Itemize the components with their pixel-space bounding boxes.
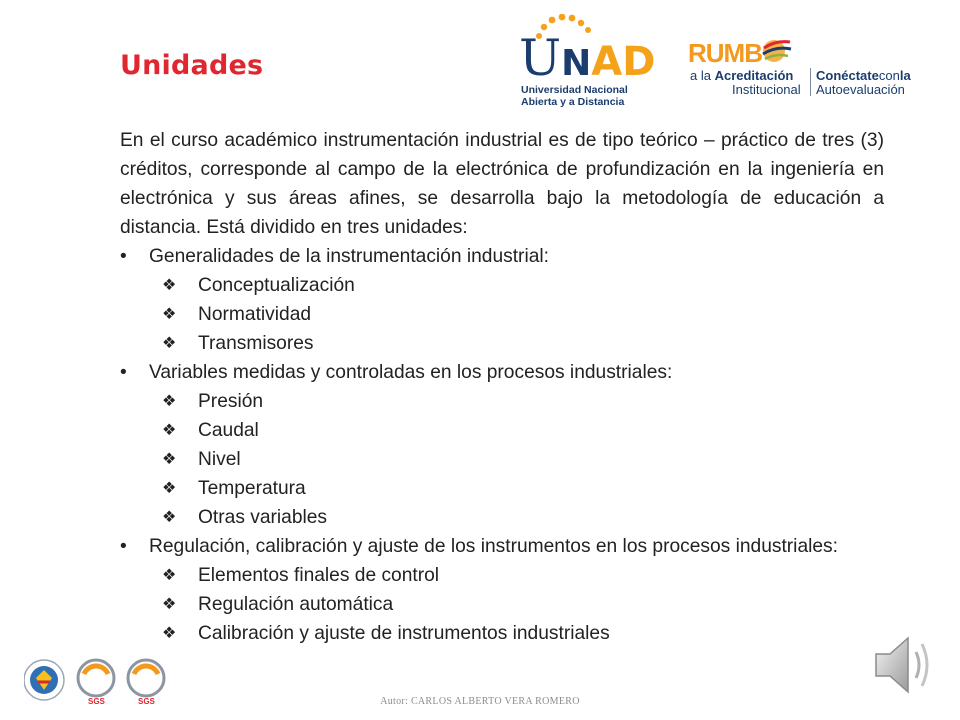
topic-item	[120, 387, 884, 416]
topic-item	[120, 474, 884, 503]
unad-letter-u: U	[519, 29, 562, 87]
unit-item-3	[120, 532, 884, 561]
diamond-ornament-icon: ❖	[162, 509, 177, 526]
topic-label: Regulación automática	[198, 594, 394, 615]
diamond-ornament-icon: ❖	[162, 596, 177, 613]
topic-item	[120, 329, 884, 358]
rumbo-logo	[688, 30, 938, 100]
rumbo-autoevaluacion: Autoevaluación	[816, 82, 905, 97]
unit-label: Regulación, calibración y ajuste de los instrumentos en los procesos industriales:	[149, 536, 838, 557]
topic-item	[120, 503, 884, 532]
diamond-ornament-icon: ❖	[162, 422, 177, 439]
sgs-badge-label: SGS	[138, 697, 155, 706]
topic-label: Temperatura	[198, 478, 306, 499]
bullet-dot-icon: •	[120, 536, 127, 557]
topic-label: Calibración y ajuste de instrumentos industriales	[198, 623, 610, 644]
topic-label: Nivel	[198, 449, 241, 470]
unit-item-2	[120, 358, 884, 387]
speaker-icon[interactable]	[870, 632, 940, 698]
topic-item	[120, 271, 884, 300]
unit-label: Generalidades de la instrumentación industrial:	[149, 246, 549, 267]
unad-caption	[521, 84, 628, 108]
topic-label: Conceptualización	[198, 275, 355, 296]
diamond-ornament-icon: ❖	[162, 306, 177, 323]
diamond-ornament-icon: ❖	[162, 335, 177, 352]
diamond-ornament-icon: ❖	[162, 277, 177, 294]
rumbo-conectate	[816, 68, 911, 83]
topic-item	[120, 619, 884, 648]
unit-label: Variables medidas y controladas en los procesos industriales:	[149, 362, 673, 383]
unad-letters-ad: AD	[591, 39, 656, 85]
topic-label: Presión	[198, 391, 264, 412]
diamond-ornament-icon: ❖	[162, 451, 177, 468]
rumbo-conectate-light: con	[878, 68, 900, 83]
rumbo-line1-prefix: a la	[690, 68, 715, 83]
bullet-dot-icon: •	[120, 362, 127, 383]
sgs-badge-label: SGS	[88, 697, 105, 706]
rumbo-line1	[690, 68, 793, 83]
topic-label: Elementos finales de control	[198, 565, 440, 586]
topic-item	[120, 416, 884, 445]
rumbo-separator	[810, 68, 811, 96]
topic-label: Caudal	[198, 420, 259, 441]
diamond-ornament-icon: ❖	[162, 393, 177, 410]
rumbo-line1-bold: Acreditación	[714, 68, 794, 83]
rumbo-conectate-end: la	[899, 68, 911, 83]
unad-wordmark	[519, 29, 656, 87]
diamond-ornament-icon: ❖	[162, 625, 177, 642]
topic-item	[120, 590, 884, 619]
unad-logo	[515, 14, 656, 112]
rumbo-globe-icon	[760, 36, 792, 64]
rumbo-wordmark: RUMB	[688, 38, 762, 68]
topic-label: Normatividad	[198, 304, 312, 325]
slide-title: Unidades	[120, 50, 264, 81]
slide-content	[120, 126, 884, 648]
colombia-seal-icon	[24, 660, 64, 700]
rumbo-line2: Institucional	[732, 82, 801, 97]
author-credit: Autor: CARLOS ALBERTO VERA ROMERO	[380, 696, 580, 707]
bullet-dot-icon: •	[120, 246, 127, 267]
unit-item-1	[120, 242, 884, 271]
unad-letter-n: N	[561, 43, 592, 84]
rumbo-conectate-bold: Conéctate	[816, 68, 879, 83]
diamond-ornament-icon: ❖	[162, 567, 177, 584]
diamond-ornament-icon: ❖	[162, 480, 177, 497]
intro-paragraph: En el curso académico instrumentación industrial es de tipo teórico – práctico de tres (3) créditos, corresponde al campo de la electrónica de profundización en la ingeniería en electrónica y sus áreas afines, se desarrolla bajo la metodología de educación a distancia. Está dividido en tres unidades:	[120, 130, 884, 238]
topic-item	[120, 445, 884, 474]
topic-label: Otras variables	[198, 507, 328, 528]
unad-caption-line1: Universidad Nacional	[521, 84, 628, 96]
unad-caption-line2: Abierta y a Distancia	[521, 96, 625, 108]
topic-item	[120, 561, 884, 590]
topic-label: Transmisores	[198, 333, 314, 354]
topic-item	[120, 300, 884, 329]
